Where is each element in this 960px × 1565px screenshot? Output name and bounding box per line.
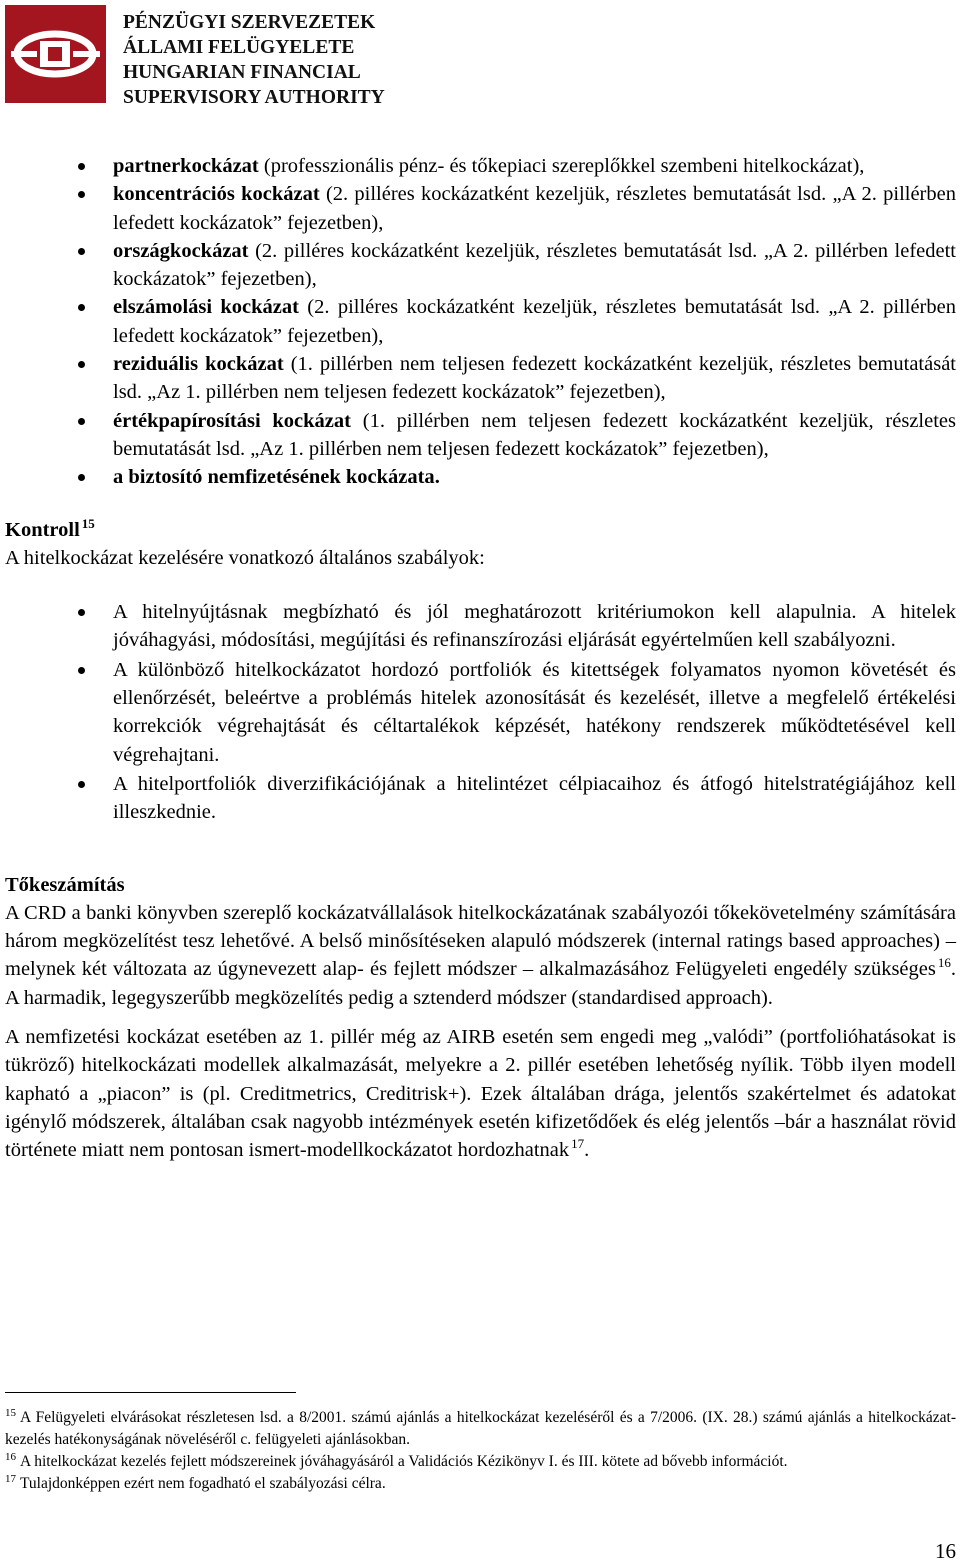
risk-desc: . (434, 466, 440, 489)
page-content (5, 152, 956, 1165)
org-line-1: PÉNZÜGYI SZERVEZETEK (123, 12, 376, 33)
org-line-4: SUPERVISORY AUTHORITY (123, 87, 385, 108)
organization-name (123, 10, 453, 110)
risk-desc: (2. pilléres kockázatként kezeljük, részletes bemutatását lsd. „A 2. pillérben lefedett kockázatok” fejezetben), (113, 296, 956, 347)
section-heading-kontroll (5, 516, 956, 544)
risk-term: a biztosító nemfizetésének kockázata (113, 466, 435, 489)
risk-term: reziduális kockázat (113, 353, 284, 376)
footnotes (5, 1392, 956, 1495)
risk-term: országkockázat (113, 239, 249, 262)
list-item (5, 463, 956, 491)
list-item: A hitelnyújtásnak megbízható és jól meghatározott kritériumokon kell alapulnia. A hitelek jóváhagyási, módosítási, megújítási és refinanszírozási eljárását egyértelműen kell szabályozni. (5, 598, 956, 655)
risk-term: értékpapírosítási kockázat (113, 409, 351, 432)
risk-desc: (professzionális pénz- és tőkepiaci szereplőkkel szembeni hitelkockázat), (258, 155, 865, 177)
footnote-number: 17 (5, 1473, 16, 1485)
paragraph-text: . (584, 1139, 590, 1162)
footnote-ref-17[interactable]: 17 (571, 1136, 585, 1152)
list-item (5, 293, 956, 350)
footnote (5, 1473, 956, 1495)
org-line-3: HUNGARIAN FINANCIAL (123, 62, 361, 83)
risk-term: elszámolási kockázat (113, 296, 299, 319)
list-item (5, 152, 956, 180)
kontroll-intro: A hitelkockázat kezelésére vonatkozó általános szabályok: (5, 546, 485, 569)
risk-term: koncentrációs kockázat (113, 183, 320, 206)
kontroll-section (5, 516, 956, 827)
paragraph-text: A nemfizetési kockázat esetében az 1. pillér még az AIRB esetén sem engedi meg „valódi” (portfolióhatásokat is tükröző) hitelkockázati modellek alkalmazását, melyekre a 2. pillér esetében lehetőség nyílik. Több ilyen modell kapható a „piacon” is (pl. Creditmetrics, Creditrisk+). Ezek általában drága, jelentős szakértelmet és adatokat igénylő módszerek, általában csak nagyobb intézmények esetén kifizetődőek és elég jelentős –bár a használat rövid története miatt nem pontosan ismert-modellkockázatot hordozhatnak (5, 1026, 956, 1162)
list-item (5, 407, 956, 464)
org-line-2: ÁLLAMI FELÜGYELETE (123, 37, 355, 58)
risk-desc: (1. pillérben nem teljesen fedezett kockázatként kezeljük, részletes bemutatását lsd. „Az 1. pillérben nem teljesen fedezett kockázatok” fejezetben), (113, 353, 956, 404)
paragraph (5, 899, 956, 1012)
tokeszamitas-section (5, 871, 956, 1165)
footnote-number: 15 (5, 1407, 16, 1419)
footnote-ref-16[interactable]: 16 (937, 955, 951, 971)
footnote-text: A Felügyeleti elvárásokat részletesen lsd. a 8/2001. számú ajánlás a hitelkockázat kezeléséről és a 7/2006. (IX. 28.) számú ajánlás a hitelkockázat-kezelés hatékonyságának növeléséről c. felügyeleti ajánlásokban. (5, 1409, 956, 1448)
footnote (5, 1451, 956, 1473)
footnote-text: Tulajdonképpen ezért nem fogadható el szabályozási célra. (20, 1475, 386, 1492)
page-number: 16 (935, 1539, 956, 1563)
list-item (5, 237, 956, 294)
logo (5, 5, 106, 103)
risk-desc: (2. pilléres kockázatként kezeljük, részletes bemutatását lsd. „A 2. pillérben lefedett kockázatok” fejezetben), (113, 239, 956, 291)
risk-desc: (2. pilléres kockázatként kezeljük, részletes bemutatását lsd. „A 2. pillérben lefedett kockázatok” fejezetben), (113, 183, 956, 234)
section-heading-tokeszamitas: Tőkeszámítás (5, 873, 125, 896)
footnote-text: A hitelkockázat kezelés fejlett módszereinek jóváhagyásáról a Validációs Kézikönyv I. és III. kötete ad bővebb információt. (20, 1453, 788, 1470)
paragraph-text: . A harmadik, legegyszerűbb megközelítés pedig a sztenderd módszer (standardised approach). (5, 958, 956, 1009)
footnote-divider (5, 1392, 296, 1393)
risk-desc: (1. pillérben nem teljesen fedezett kockázatként kezeljük, részletes bemutatását lsd. „Az 1. pillérben nem teljesen fedezett kockázatok” fejezetben), (113, 409, 956, 460)
footnote-number: 16 (5, 1451, 16, 1463)
list-item (5, 180, 956, 237)
heading-text: Kontroll (5, 518, 80, 541)
footnote (5, 1407, 956, 1451)
paragraph (5, 1023, 956, 1164)
paragraph-text: A CRD a banki könyvben szereplő kockázatvállalások hitelkockázatának szabályozói tőkekövetelmény számítására három megközelítést tesz lehetővé. A belső minősítéseken alapuló módszerek (internal ratings based approaches) – melynek két változata az úgynevezett alap- és fejlett módszer – alkalmazásához Felügyeleti engedély szükséges (5, 901, 956, 981)
rules-list (5, 598, 956, 826)
risk-term: partnerkockázat (113, 155, 259, 177)
list-item: A különböző hitelkockázatot hordozó portfoliók és kitettségek folyamatos nyomon követését és ellenőrzését, beleértve a problémás hitelek azonosítását és kezelését, illetve a megfelelő értékelési korrekciók végrehajtását és céltartalékok képzését, hatékony rendszerek működtetésével kell végrehajtani. (5, 656, 956, 769)
list-item (5, 350, 956, 407)
footnote-ref-15[interactable]: 15 (81, 515, 95, 531)
pszaf-logo-icon (5, 5, 106, 103)
list-item: A hitelportfoliók diverzifikációjának a hitelintézet célpiacaihoz és átfogó hitelstratégiájához kell illeszkednie. (5, 770, 956, 827)
risk-list (5, 152, 956, 492)
